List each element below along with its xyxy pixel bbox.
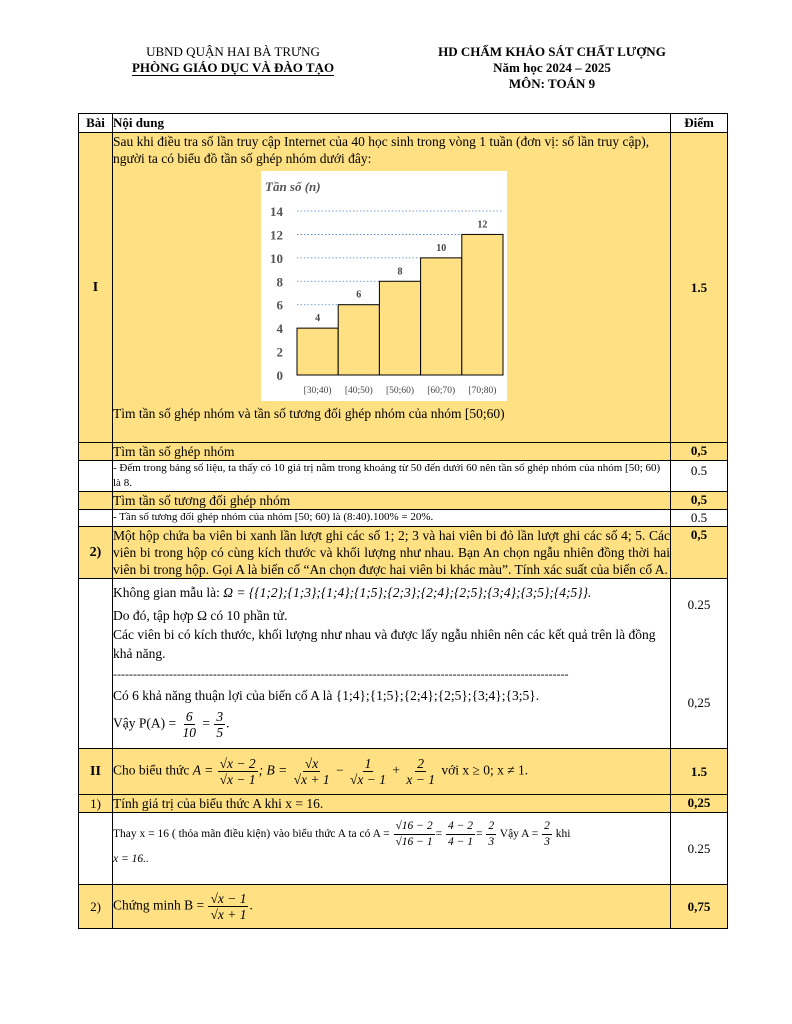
x-tick-label: [60;70)	[427, 386, 456, 396]
y-tick-label: 0	[276, 368, 283, 383]
sample-prefix: Không gian mẫu là:	[113, 585, 220, 600]
partII-label: II	[79, 749, 113, 795]
partII-q1-label: 1)	[79, 795, 113, 813]
B-fraction-2: $\frac{1}{√x - 1}$	[349, 756, 386, 787]
x-tick-label: [50;60)	[386, 386, 414, 396]
school-year: Năm học 2024 – 2025	[493, 60, 611, 75]
part1-step1-score: 0,5	[671, 443, 728, 461]
prob-fraction-2: $\frac{3}{5}$	[216, 709, 224, 740]
x-tick-label: [30;40)	[303, 386, 332, 396]
partII-expression: Cho biểu thức A = $\frac{√x - 2}{√x - 1}$ ; B = $\frac{√x}{√x + 1}$ − $\frac{1}{√x - 1}$ + $\frac{2}{x - 1}$ với x ≥ 0; x ≠ 1.	[113, 749, 671, 795]
table-header-row	[79, 114, 728, 133]
partII-sol1: Thay x = 16 ( thỏa mãn điều kiện) vào biểu thức A ta có A = $\frac{√16 - 2}{√16 - 1}$ = $\frac{4 - 2}{4 - 1}$ = $\frac{2}{3}$ Vậy A = $\frac{2}{3}$ khi x = 16..	[113, 813, 671, 885]
partII-row	[79, 749, 728, 795]
header-right	[404, 44, 700, 92]
org-line2: PHÒNG GIÁO DỤC VÀ ĐÀO TẠO	[131, 60, 335, 75]
B-fraction-3: $\frac{2}{x - 1}$	[406, 756, 435, 787]
A-fraction: $\frac{√x - 2}{√x - 1}$	[219, 756, 256, 787]
header-left	[100, 44, 366, 76]
org-line1: UBND QUẬN HAI BÀ TRƯNG	[146, 44, 320, 59]
part1-step1-row	[79, 443, 728, 461]
part1-step1-title: Tìm tần số ghép nhóm	[113, 443, 671, 461]
bar-data-label: 10	[436, 242, 447, 254]
histogram-bar	[379, 281, 420, 375]
part1-row	[79, 133, 728, 443]
col-bai: Bài	[79, 114, 113, 133]
histogram-svg	[261, 171, 507, 401]
partII-score: 1.5	[671, 749, 728, 795]
y-tick-label: 10	[270, 250, 283, 266]
part1-step2-text: - Tần số tương đối ghép nhóm của nhóm [50; 60) là (8:40).100% = 20%.	[113, 510, 671, 527]
part1-step2-row	[79, 492, 728, 510]
part1-score: 1.5	[671, 133, 728, 443]
col-diem: Điểm	[671, 114, 728, 133]
partII-q1-row	[79, 795, 728, 813]
histogram-bar	[338, 305, 379, 375]
prob-prefix: Vậy P(A) =	[113, 715, 177, 731]
y-tick-label: 8	[276, 274, 283, 290]
equal-text: Các viên bi có kích thước, khối lượng như nhau và được lấy ngẫu nhiên nên các kết quả trên là đồng khả năng.	[113, 627, 656, 661]
partII-q2-score: 0,75	[671, 885, 728, 929]
part1-step1-text: - Đếm trong bảng số liệu, ta thấy có 10 giá trị nằm trong khoảng từ 50 đến dưới 60 nên tần số ghép nhóm của nhóm [50; 60) là 8.	[113, 461, 671, 492]
part1-step1-detail-row	[79, 461, 728, 492]
part1-step1-text-score: 0.5	[671, 461, 728, 492]
part2-label: 2)	[79, 527, 113, 579]
histogram-bar	[421, 258, 462, 375]
y-tick-label: 12	[270, 227, 283, 243]
part2-score-b: 0,25	[687, 695, 711, 710]
partII-q1-text: Tính giá trị của biểu thức A khi x = 16.	[113, 795, 671, 813]
x-tick-label: [70;80)	[468, 386, 497, 396]
y-tick-label: 2	[276, 344, 283, 360]
bar-data-label: 12	[477, 219, 488, 231]
bar-data-label: 6	[356, 289, 362, 301]
histogram-bar	[462, 234, 503, 375]
sample-space: Ω = {{1;2};{1;3};{1;4};{1;5};{2;3};{2;4};{2;5};{3;4};{3;5};{4;5}}.	[223, 585, 592, 600]
y-tick-label: 6	[276, 297, 283, 313]
bar-data-label: 4	[315, 313, 321, 325]
part1-intro: Sau khi điều tra số lần truy cập Internet của 40 học sinh trong vòng 1 tuần (đơn vị: số lần truy cập), người ta có biểu đồ tần số ghép nhóm dưới đây:	[113, 134, 650, 166]
part1-content	[113, 133, 671, 443]
y-tick-label: 14	[270, 204, 283, 219]
partII-sol1-score: 0.25	[671, 813, 728, 885]
grading-table	[78, 113, 728, 929]
part2-row	[79, 527, 728, 579]
part2-solution: Không gian mẫu là: Ω = {{1;2};{1;3};{1;4};{1;5};{2;3};{2;4};{2;5};{3;4};{3;5};{4;5}}. Do đó, tập hợp Ω có 10 phần tử. Các viên bi có kích thước, khối lượng như nhau và được lấy ngẫu nhiên nên các kết quả trên là đồng khả năng. ------------------------------------------------------------------------------------------------------------------ Có 6 khả năng thuận lợi của biến cố A là {1;4};{1;5};{2;4};{2;5};{3;4};{3;5}. Vậy P(A) = $\frac{6}{10}$ = $\frac{3}{5}$ .	[113, 579, 671, 749]
part2-score: 0,5	[671, 527, 728, 579]
col-noidung: Nội dung	[113, 114, 671, 133]
y-tick-label: 4	[276, 321, 283, 337]
part2-question: Một hộp chứa ba viên bi xanh lần lượt ghi các số 1; 2; 3 và hai viên bi đỏ lần lượt ghi các số 4; 5. Các viên bi trong hộp có cùng kích thước và khối lượng như nhau. Bạn An chọn ngẫu nhiên đồng thời hai viên bi trong hộp. Gọi A là biến cố “An chọn được hai viên bi khác màu”. Tính xác suất của biến cố A.	[113, 528, 670, 577]
part1-label: I	[79, 133, 113, 443]
partII-q2-label: 2)	[79, 885, 113, 929]
separator-line: ------------------------------------------------------------------------------------------------------------------	[113, 667, 569, 681]
part2-score-a: 0.25	[687, 597, 711, 612]
part2-solution-row	[79, 579, 728, 749]
part2-solution-scores	[671, 579, 728, 749]
prob-fraction-1: $\frac{6}{10}$	[182, 709, 196, 740]
partII-q2-text: Chứng minh B = $\frac{√x - 1}{√x + 1}$ .	[113, 885, 671, 929]
count-text: Do đó, tập hợp Ω có 10 phần tử.	[113, 608, 288, 623]
x-tick-label: [40;50)	[344, 386, 373, 396]
part1-step2-detail-row	[79, 510, 728, 527]
y-axis-label: Tần số (n)	[265, 179, 321, 194]
histogram-bar	[297, 328, 338, 375]
B-fraction-1: $\frac{√x}{√x + 1}$	[293, 756, 330, 787]
partII-q1-score: 0,25	[671, 795, 728, 813]
partII-sol1-row	[79, 813, 728, 885]
part1-step2-title: Tìm tần số tương đối ghép nhóm	[113, 492, 671, 510]
doc-title: HD CHẤM KHẢO SÁT CHẤT LƯỢNG	[438, 44, 666, 59]
subject: MÔN: TOÁN 9	[508, 76, 596, 91]
part1-step2-score: 0,5	[671, 492, 728, 510]
partII-q2-row	[79, 885, 728, 929]
bar-data-label: 8	[397, 266, 403, 278]
histogram-chart	[261, 171, 507, 401]
favorable-text: Có 6 khả năng thuận lợi của biến cố A là {1;4};{1;5};{2;4};{2;5};{3;4};{3;5}.	[113, 688, 540, 703]
part1-step2-text-score: 0.5	[671, 510, 728, 527]
part1-question: Tìm tần số ghép nhóm và tần số tương đối ghép nhóm của nhóm [50;60)	[113, 406, 505, 421]
